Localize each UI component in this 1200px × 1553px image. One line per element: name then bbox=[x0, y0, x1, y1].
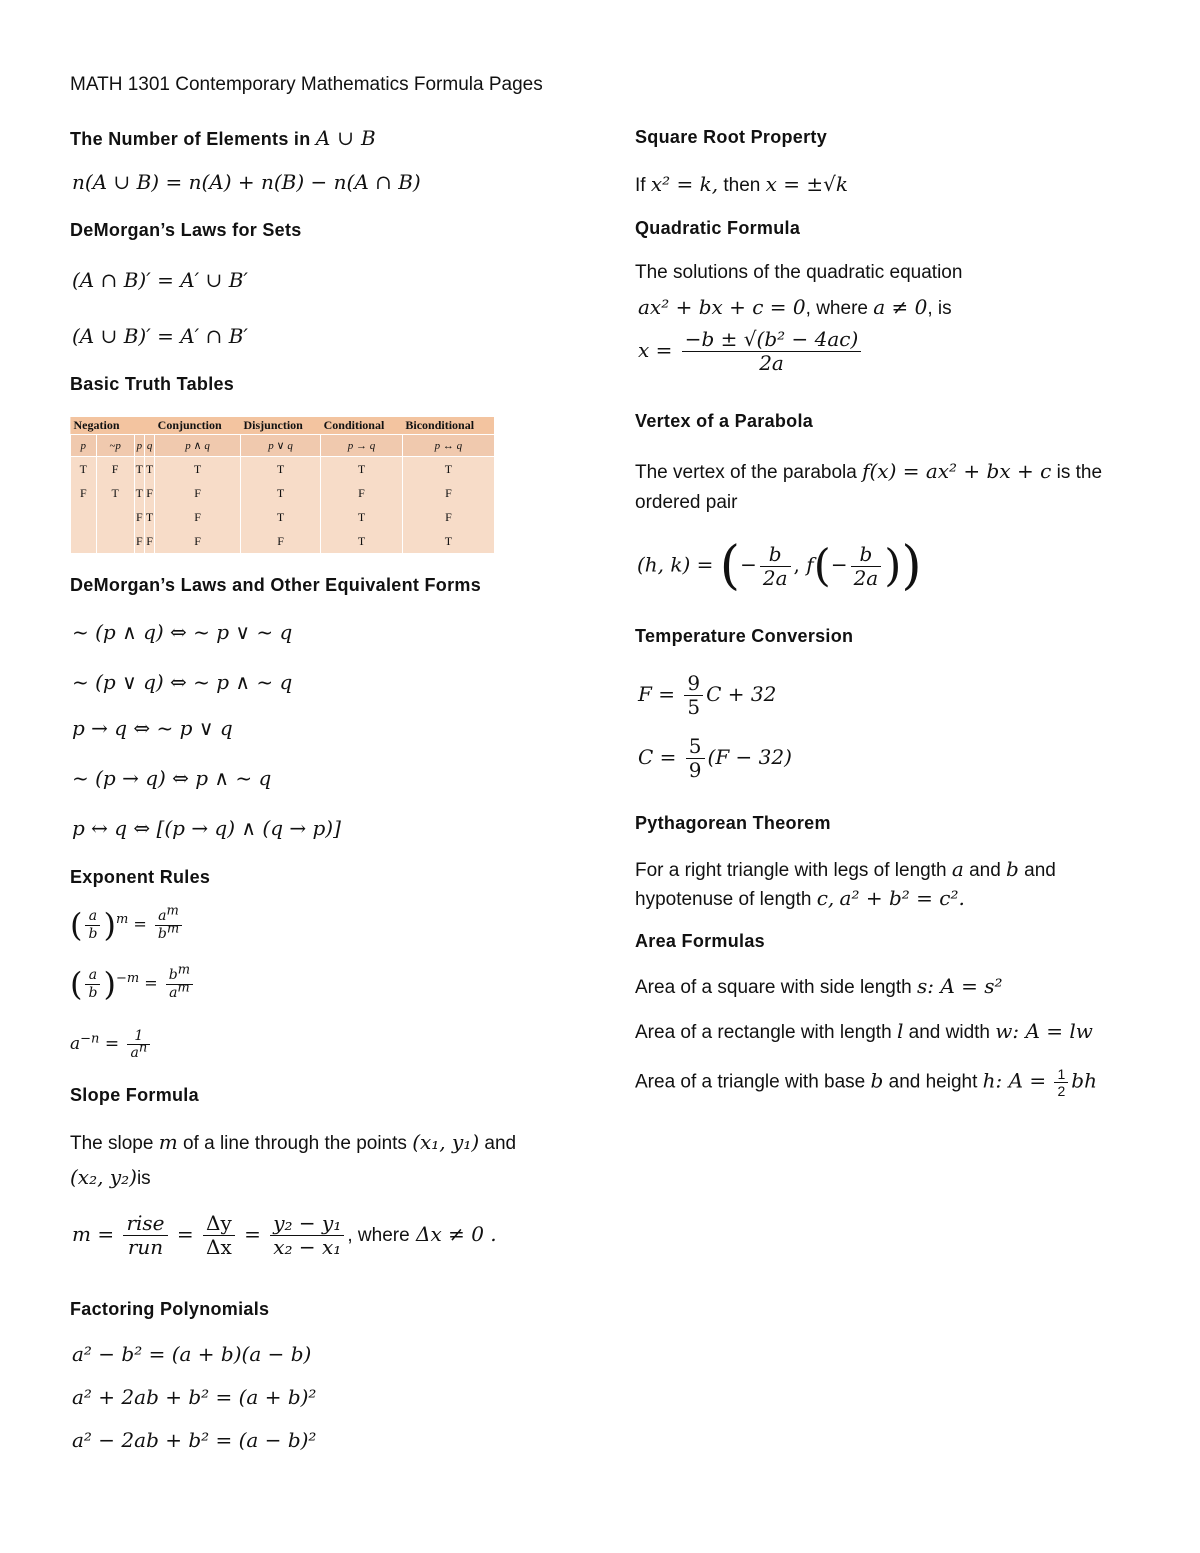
demorgan-sets-heading: DeMorgan’s Laws for Sets bbox=[70, 220, 302, 240]
slope-formula: m = $\frac{\text{rise}}{\text{run}}$ = $\frac{\Delta y}{\Delta x}$ = $\frac{\text{y₂ − y₁}}{\text{x₂ − x₁}}$ , where Δx ≠ 0 . bbox=[72, 1211, 497, 1259]
celsius-formula: C = $\frac{5}{9}$ (F − 32) bbox=[638, 734, 792, 782]
sqrt-property-formula: If x² = k, then x = ±√k bbox=[635, 172, 849, 196]
truth-table-cell: F bbox=[71, 481, 97, 505]
truth-table-cell: T bbox=[134, 457, 144, 482]
group-negation: Negation bbox=[71, 417, 135, 435]
truth-table-cell: F bbox=[134, 505, 144, 529]
truth-table-cell: T bbox=[402, 457, 494, 482]
quadratic-formula: x = $\frac{\text{−b ± √(b² − 4ac)}}{2a}$ bbox=[638, 328, 864, 375]
exponent-rule-2: ( $\frac{a}{b}$ )$^{-m}$ = $\frac{b^m}{a^m}$ bbox=[70, 965, 196, 1003]
symbol-cell: p ∧ q bbox=[155, 435, 241, 457]
temperature-heading: Temperature Conversion bbox=[635, 626, 854, 646]
demorgan-sets-law-1: (A ∩ B)′ = A′ ∪ B′ bbox=[72, 268, 248, 292]
equiv-form-5: p ↔ q ⇔ [(p → q) ∧ (q → p)] bbox=[72, 816, 341, 840]
truth-table-cell: T bbox=[155, 457, 241, 482]
truth-table-row bbox=[71, 505, 495, 529]
demorgan-sets-law-2: (A ∪ B)′ = A′ ∩ B′ bbox=[72, 324, 248, 348]
truth-table-cell: T bbox=[144, 457, 154, 482]
truth-table-cell bbox=[71, 529, 97, 553]
slope-text-line-1: The slope m of a line through the points (x₁, y₁) and bbox=[70, 1130, 517, 1154]
symbol-cell: p ∨ q bbox=[241, 435, 321, 457]
group-disjunction: Disjunction bbox=[241, 417, 321, 435]
group-conjunction: Conjunction bbox=[155, 417, 241, 435]
slope-heading: Slope Formula bbox=[70, 1085, 199, 1105]
truth-table-row bbox=[71, 457, 495, 482]
truth-table-cell: T bbox=[241, 457, 321, 482]
vertex-text-line-2: ordered pair bbox=[635, 492, 738, 513]
symbol-cell: p bbox=[134, 435, 144, 457]
truth-table-cell: T bbox=[144, 505, 154, 529]
truth-table-cell: F bbox=[134, 529, 144, 553]
truth-table-cell: T bbox=[241, 505, 321, 529]
truth-table-cell: T bbox=[134, 481, 144, 505]
truth-table-cell: F bbox=[321, 481, 403, 505]
truth-table-cell: T bbox=[402, 529, 494, 553]
equivalent-forms-heading: DeMorgan’s Laws and Other Equivalent Forms bbox=[70, 575, 482, 595]
pythagorean-heading: Pythagorean Theorem bbox=[635, 813, 831, 833]
area-rectangle: Area of a rectangle with length l and width w: A = lw bbox=[635, 1019, 1093, 1043]
pythagorean-text-line-2: hypotenuse of length c, a² + b² = c². bbox=[635, 886, 965, 910]
union-heading: The Number of Elements in A ∪ B bbox=[70, 126, 376, 150]
group-spacer bbox=[134, 417, 154, 435]
exponent-rule-1: ( $\frac{a}{b}$ )$^m$ = $\frac{a^m}{b^m}$ bbox=[70, 906, 185, 944]
group-biconditional: Biconditional bbox=[402, 417, 494, 435]
truth-table-cell: F bbox=[155, 505, 241, 529]
equiv-form-1: ~ (p ∧ q) ⇔ ~ p ∨ ~ q bbox=[72, 620, 293, 644]
factoring-formula-3: a² − 2ab + b² = (a − b)² bbox=[72, 1428, 317, 1452]
factoring-heading: Factoring Polynomials bbox=[70, 1299, 270, 1319]
vertex-text-line-1: The vertex of the parabola f(x) = ax² + bx + c is the bbox=[635, 459, 1103, 483]
quadratic-text: The solutions of the quadratic equation bbox=[635, 262, 963, 283]
truth-table-cell: F bbox=[402, 481, 494, 505]
truth-table-cell: T bbox=[321, 457, 403, 482]
area-heading: Area Formulas bbox=[635, 931, 765, 951]
truth-table-cell bbox=[96, 529, 134, 553]
fahrenheit-formula: F = $\frac{9}{5}$ C + 32 bbox=[638, 671, 777, 719]
truth-table-symbol-row bbox=[71, 435, 495, 457]
truth-table-row bbox=[71, 529, 495, 553]
truth-table-cell: F bbox=[155, 481, 241, 505]
exponent-rule-3: $a^{-n}$ = $\frac{1}{a^n}$ bbox=[70, 1028, 153, 1061]
group-conditional: Conditional bbox=[321, 417, 403, 435]
truth-table-cell: T bbox=[321, 529, 403, 553]
page-title: MATH 1301 Contemporary Mathematics Formula Pages bbox=[70, 74, 543, 95]
pythagorean-text-line-1: For a right triangle with legs of length a and b and bbox=[635, 857, 1056, 881]
quadratic-equation-line: ax² + bx + c = 0, where a ≠ 0, is bbox=[638, 295, 952, 319]
symbol-cell: q bbox=[144, 435, 154, 457]
area-triangle: Area of a triangle with base b and height h: A = $\frac{1}{2}$ bh bbox=[635, 1066, 1097, 1100]
equiv-form-4: ~ (p → q) ⇔ p ∧ ~ q bbox=[72, 766, 272, 790]
truth-table-cell: T bbox=[241, 481, 321, 505]
truth-table-cell: F bbox=[96, 457, 134, 482]
equiv-form-2: ~ (p ∨ q) ⇔ ~ p ∧ ~ q bbox=[72, 670, 293, 694]
area-square: Area of a square with side length s: A = s² bbox=[635, 974, 1003, 998]
truth-table-cell: F bbox=[144, 529, 154, 553]
truth-table-cell: T bbox=[96, 481, 134, 505]
symbol-cell: ~p bbox=[96, 435, 134, 457]
vertex-heading: Vertex of a Parabola bbox=[635, 411, 814, 431]
sqrt-property-heading: Square Root Property bbox=[635, 127, 828, 147]
exponent-rules-heading: Exponent Rules bbox=[70, 867, 211, 887]
quadratic-heading: Quadratic Formula bbox=[635, 218, 801, 238]
truth-table-cell: T bbox=[71, 457, 97, 482]
truth-table-cell bbox=[71, 505, 97, 529]
union-formula: n(A ∪ B) = n(A) + n(B) − n(A ∩ B) bbox=[72, 170, 421, 194]
truth-table-cell bbox=[96, 505, 134, 529]
truth-table-cell: F bbox=[144, 481, 154, 505]
factoring-formula-1: a² − b² = (a + b)(a − b) bbox=[72, 1342, 312, 1366]
truth-tables-heading: Basic Truth Tables bbox=[70, 374, 235, 394]
equiv-form-3: p → q ⇔ ~ p ∨ q bbox=[72, 716, 233, 740]
symbol-cell: p ↔ q bbox=[402, 435, 494, 457]
truth-table-row bbox=[71, 481, 495, 505]
factoring-formula-2: a² + 2ab + b² = (a + b)² bbox=[72, 1385, 317, 1409]
vertex-formula: (h, k) = (− $\frac{b}{2a}$ , f(− $\frac{b}{2a}$ )) bbox=[637, 536, 922, 596]
symbol-cell: p → q bbox=[321, 435, 403, 457]
truth-table bbox=[70, 417, 494, 553]
truth-table-cell: F bbox=[241, 529, 321, 553]
symbol-cell: p bbox=[71, 435, 97, 457]
truth-table-cell: F bbox=[402, 505, 494, 529]
slope-text-line-2: (x₂, y₂)is bbox=[70, 1165, 151, 1189]
truth-table-cell: F bbox=[155, 529, 241, 553]
truth-table-cell: T bbox=[321, 505, 403, 529]
truth-table-group-row bbox=[71, 417, 495, 435]
